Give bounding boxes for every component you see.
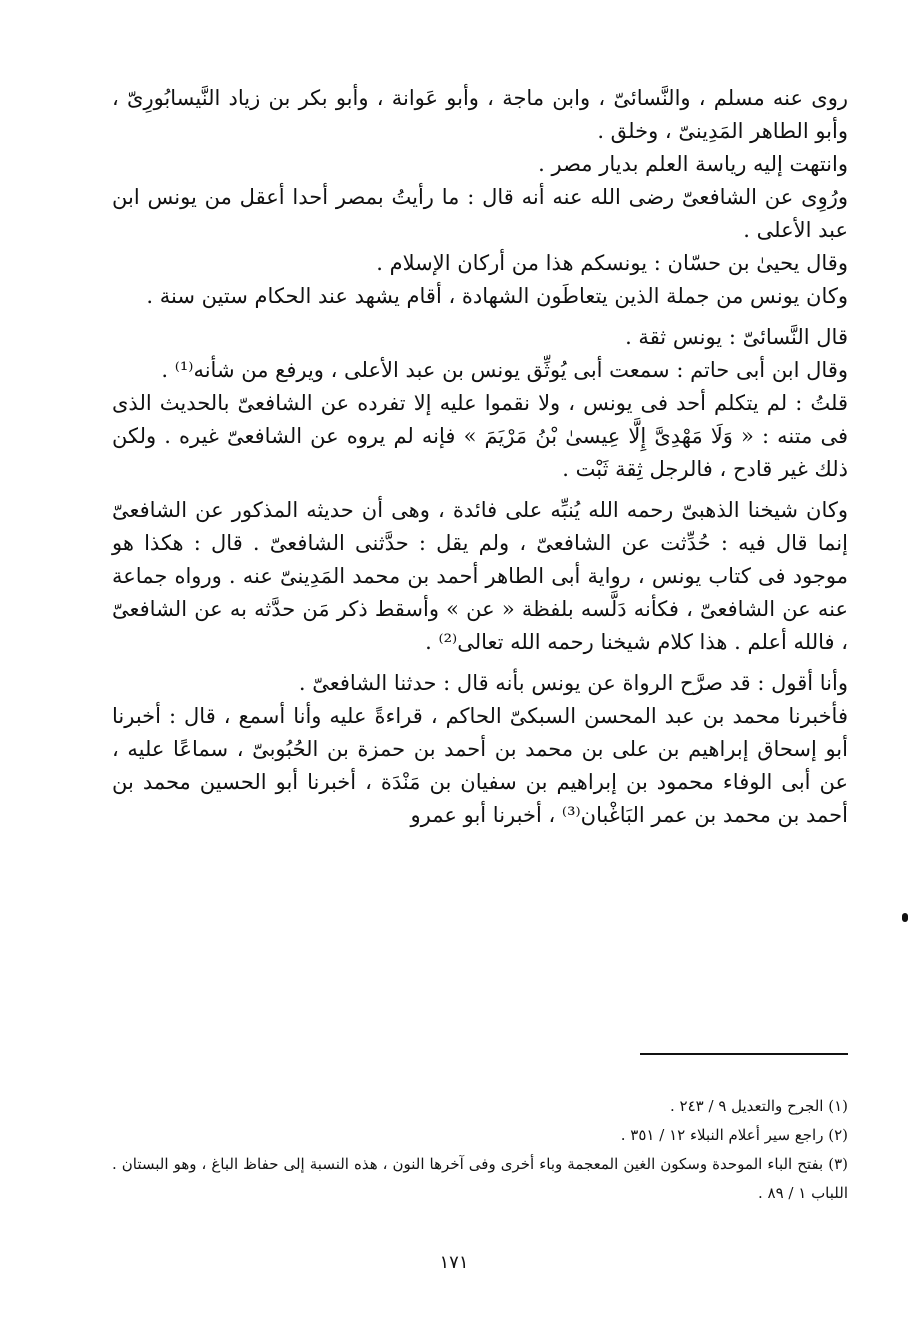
scan-edge-mark (902, 913, 908, 922)
paragraph-testimony: وكان يونس من جملة الذين يتعاطَون الشهادة ، أقام يشهد عند الحكام ستين سنة . (146, 284, 848, 308)
footnotes (112, 1092, 848, 1208)
footnote-3: (٣) بفتح الباء الموحدة وسكون الغين المعجمة وباء أخرى وفى آخرها النون ، هذه النسبة إلى حفاظ الباغ ، وهو البستان . اللباب ١ / ٨٩ . (112, 1155, 848, 1202)
paragraph-ibn-abi-hatim: وقال ابن أبى حاتم : سمعت أبى يُوثِّق يونس بن عبد الأعلى ، ويرفع من شأنه⁽¹⁾ . (161, 358, 848, 382)
paragraph-narrators: روى عنه مسلم ، والنَّسائىّ ، وابن ماجة ، وأبو عَوانة ، وأبو بكر بن زياد النَّيسابُورِىّ ، وأبو الطاهر المَدِينىّ ، وخلق . (112, 86, 848, 143)
footnote-1: (١) الجرح والتعديل ٩ / ٢٤٣ . (670, 1097, 848, 1115)
paragraph-isnad: فأخبرنا محمد بن عبد المحسن السبكىّ الحاكم ، قراءةً عليه وأنا أسمع ، قال : أخبرنا أبو إسحاق إبراهيم بن على بن محمد بن أحمد بن حمزة بن الحُبُوبىّ ، سماعًا عليه ، عن أبى الوفاء محمود بن إبراهيم بن سفيان بن مَنْدَة ، أخبرنا أبو الحسين محمد بن أحمد بن محمد بن عمر البَاغْبان⁽³⁾ ، أخبرنا أبو عمرو (112, 704, 848, 827)
main-text (112, 82, 848, 832)
page-number: ١٧١ (439, 1252, 469, 1273)
paragraph-dhahabi: وكان شيخنا الذهبىّ رحمه الله يُنبِّه على فائدة ، وهى أن حديثه المذكور عن الشافعىّ إنما قال فيه : حُدِّثت عن الشافعىّ ، ولم يقل : حدَّثنى الشافعىّ . قال : هكذا هو موجود فى كتاب يونس ، رواية أبى الطاهر أحمد بن محمد المَدِينىّ عنه . ورواه جماعة عنه عن الشافعىّ ، فكأنه دَلَّسه بلفظة « عن » وأسقط ذكر مَن حدَّثه به عن الشافعىّ ، فالله أعلم . هذا كلام شيخنا رحمه الله تعالى⁽²⁾ . (112, 498, 848, 654)
paragraph-nasai: قال النَّسائىّ : يونس ثقة . (625, 325, 848, 349)
footnote-divider (640, 1053, 848, 1055)
paragraph-author-reply: وأنا أقول : قد صرَّح الرواة عن يونس بأنه قال : حدثنا الشافعىّ . (298, 671, 848, 695)
paragraph-author-note: قلتُ : لم يتكلم أحد فى يونس ، ولا نقموا عليه إلا تفرده عن الشافعىّ بالحديث الذى فى متنه : « وَلَا مَهْدِىَّ إِلَّا عِيسىٰ بْنُ مَرْيَمَ » فإنه لم يروه عن الشافعىّ غيره . ولكن ذلك غير قادح ، فالرجل ثِقة ثَبْت . (112, 391, 848, 481)
paragraph-shafii-quote: ورُوِى عن الشافعىّ رضى الله عنه أنه قال : ما رأيتُ بمصر أحدا أعقل من يونس ابن عبد الأعلى . (112, 185, 848, 242)
footnote-2: (٢) راجع سير أعلام النبلاء ١٢ / ٣٥١ . (620, 1126, 848, 1144)
paragraph-yahya-quote: وقال يحيىٰ بن حسّان : يونسكم هذا من أركان الإسلام . (376, 251, 848, 275)
paragraph-leadership: وانتهت إليه رياسة العلم بديار مصر . (538, 152, 848, 176)
